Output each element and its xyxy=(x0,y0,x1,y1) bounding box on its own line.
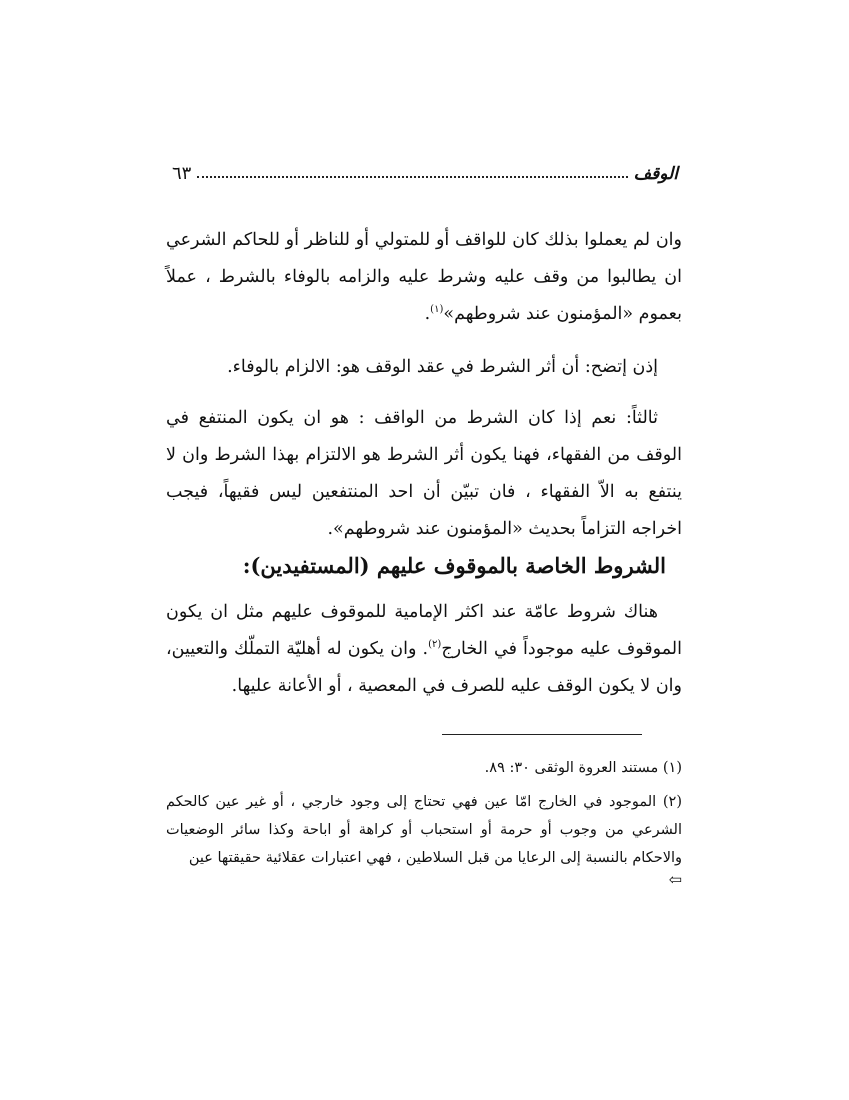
paragraph-end: . xyxy=(424,304,431,324)
footnote-ref: (١) xyxy=(430,304,444,316)
paragraph-text: . وان يكون له أهليّة التملّك والتعيين، وان لا يكون الوقف عليه للصرف في المعصية ، أو الأعانة عليها. xyxy=(166,639,682,696)
footnote: (١) مستند العروة الوثقى ٣٠: ٨٩. xyxy=(484,760,682,776)
footnotes xyxy=(166,754,682,888)
body-text xyxy=(166,222,682,562)
continuation-arrow-icon: ⇦ xyxy=(668,870,682,889)
leader-dots xyxy=(197,176,627,178)
footnote-separator xyxy=(442,734,642,735)
paragraph xyxy=(166,222,682,333)
paragraph-text: هناك شروط عامّة عند اكثر الإمامية للموقوف عليهم مثل ان يكون الموقوف عليه موجوداً في الخارج xyxy=(166,602,683,659)
section-body xyxy=(166,594,682,705)
running-header-title: الوقف xyxy=(633,164,678,184)
section-heading: الشروط الخاصة بالموقوف عليهم (المستفيدين): xyxy=(242,553,666,578)
footnote-ref: (٢) xyxy=(428,639,442,651)
paragraph xyxy=(166,594,682,705)
paragraph: إذن إتضح: أن أثر الشرط في عقد الوقف هو: الالزام بالوفاء. xyxy=(227,357,658,377)
running-header xyxy=(172,150,678,184)
footnote: (٢) الموجود في الخارج امّا عين فهي تحتاج إلى وجود خارجي ، أو غير عين كالحكم الشرعي من وجوب أو حرمة أو استحباب أو كراهة أو اباحة وكذا سائر الوضعيات والاحكام بالنسبة إلى الرعايا من قبل السلاطين ، فهي اعتبارات عقلائية حقيقتها عين xyxy=(166,794,683,866)
page-number: ٦٣ xyxy=(172,163,192,184)
paragraph-text: وان لم يعملوا بذلك كان للواقف أو للمتولي أو للناظر أو للحاكم الشرعي ان يطالبوا من وقف عليه وشرط عليه والزامه بالوفاء بالشرط ، عملاً بعموم «المؤمنون عند شروطهم» xyxy=(166,230,682,324)
paragraph: ثالثاً: نعم إذا كان الشرط من الواقف : هو ان يكون المنتفع في الوقف من الفقهاء، فهنا يكون أثر الشرط هو الالتزام بهذا الشرط وان لا ينتفع به الاّ الفقهاء ، فان تبيّن أن احد المنتفعين ليس فقيهاً، فيجب اخراجه التزاماً بحديث «المؤمنون عند شروطهم». xyxy=(166,408,682,539)
